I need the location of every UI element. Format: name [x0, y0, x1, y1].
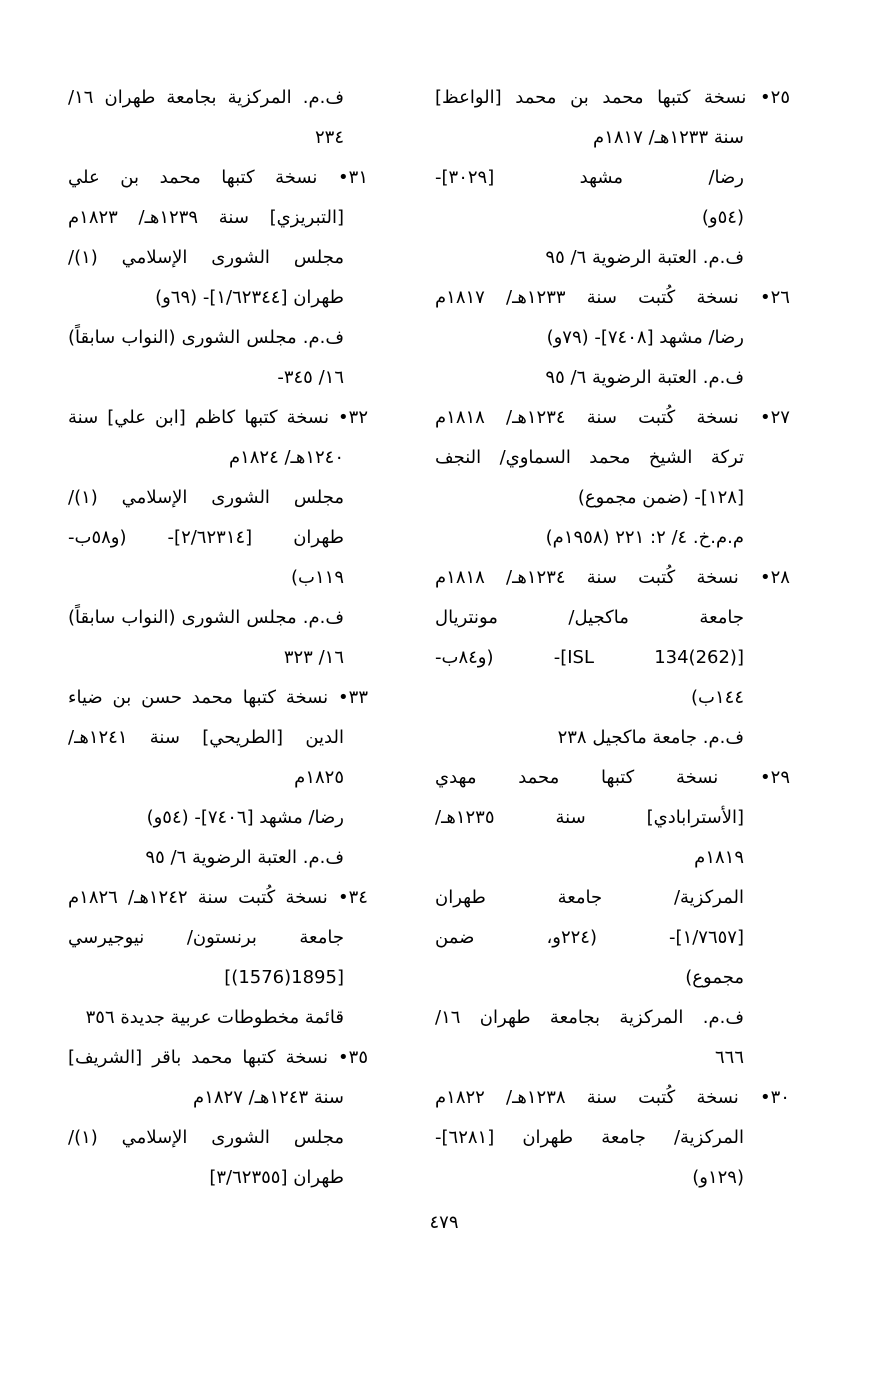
text-line: ١١٩ب) [291, 567, 344, 588]
text-line: ٦٦٦ [714, 1047, 744, 1068]
text-line: ٢٩• نسخة كتبها محمد مهدي [435, 767, 790, 788]
text-line: (١٢٩و) [692, 1167, 744, 1188]
text-line: [١٢٨]- (ضمن مجموع) [577, 487, 744, 508]
text-line: ٣٥• نسخة كتبها محمد باقر [الشريف] [68, 1047, 368, 1068]
text-line: ٣١• نسخة كتبها محمد بن علي [68, 167, 368, 188]
text-line: مجلس الشورى الإسلامي (١)/ [68, 247, 344, 268]
text-line: الدين [الطريحي] سنة ١٢٤١هـ/ [68, 727, 344, 748]
text-line: م.م.خ. ٤/ ٢: ٢٢١ (١٩٥٨م) [545, 527, 744, 548]
text-line: سنة ١٢٣٣هـ/ ١٨١٧م [593, 127, 744, 148]
text-line: رضا/ مشهد [٣٠٢٩]- [435, 167, 744, 188]
text-line: ٢٦• نسخة كُتبت سنة ١٢٣٣هـ/ ١٨١٧م [435, 287, 790, 308]
text-line: ٢٣٤ [314, 127, 344, 148]
text-line: ٣٢• نسخة كتبها كاظم [ابن علي] سنة [68, 407, 368, 428]
text-line: مجلس الشورى الإسلامي (١)/ [68, 487, 344, 508]
text-line: طهران [١/٦٢٣٤٤]- (٦٩و) [155, 287, 344, 308]
text-line: ٣٠• نسخة كُتبت سنة ١٢٣٨هـ/ ١٨٢٢م [435, 1087, 790, 1108]
text-line: المركزية/ جامعة طهران [435, 887, 744, 908]
text-line: [الأسترابادي] سنة ١٢٣٥هـ/ [435, 807, 744, 828]
text-line: مجلس الشورى الإسلامي (١)/ [68, 1127, 344, 1148]
text-line: سنة ١٢٤٣هـ/ ١٨٢٧م [193, 1087, 344, 1108]
text-line: ١٦/ ٣٤٥- [277, 367, 344, 388]
right-column [435, 78, 790, 1198]
text-line: ٢٧• نسخة كُتبت سنة ١٢٣٤هـ/ ١٨١٨م [435, 407, 790, 428]
text-line: (٥٤و) [701, 207, 744, 228]
text-line: [ISL 134(262)]- (و٨٤ب- [435, 647, 744, 668]
text-line: جامعة برنستون/ نيوجيرسي [68, 927, 344, 948]
text-line: [1895(1576)] [224, 967, 344, 988]
text-line: ف.م. جامعة ماكجيل ٢٣٨ [557, 727, 744, 748]
text-line: ٢٥• نسخة كتبها محمد بن محمد [الواعظ] [435, 87, 790, 108]
text-line: ف.م. المركزية بجامعة طهران ١٦/ [68, 87, 344, 108]
text-line: المركزية/ جامعة طهران [٦٢٨١]- [435, 1127, 744, 1148]
text-line: [التبريزي] سنة ١٢٣٩هـ/ ١٨٢٣م [68, 207, 344, 228]
text-line: ف.م. مجلس الشورى (النواب سابقاً) [68, 327, 344, 348]
page-number: ٤٧٩ [429, 1212, 459, 1233]
text-line: مجموع) [685, 967, 744, 988]
text-line: ٣٤• نسخة كُتبت سنة ١٢٤٢هـ/ ١٨٢٦م [68, 887, 368, 908]
text-line: ف.م. المركزية بجامعة طهران ١٦/ [435, 1007, 744, 1028]
left-column [68, 78, 368, 1198]
text-line: ١٨٢٥م [294, 767, 344, 788]
text-line: طهران [٣/٦٢٣٥٥] [209, 1167, 344, 1188]
text-line: ١٨١٩م [694, 847, 744, 868]
text-line: تركة الشيخ محمد السماوي/ النجف [435, 447, 744, 468]
text-line: ف.م. العتبة الرضوية ٦/ ٩٥ [145, 847, 344, 868]
text-line: طهران [٢/٦٢٣١٤]- (و٥٨ب- [68, 527, 344, 548]
text-line: ف.م. مجلس الشورى (النواب سابقاً) [68, 607, 344, 628]
text-line: ١٦/ ٣٢٣ [283, 647, 344, 668]
text-line: ف.م. العتبة الرضوية ٦/ ٩٥ [545, 247, 744, 268]
text-line: ٣٣• نسخة كتبها محمد حسن بن ضياء [68, 687, 368, 708]
text-line: ١٤٤ب) [691, 687, 744, 708]
text-line: قائمة مخطوطات عربية جديدة ٣٥٦ [85, 1007, 344, 1028]
text-line: ٢٨• نسخة كُتبت سنة ١٢٣٤هـ/ ١٨١٨م [435, 567, 790, 588]
text-line: ف.م. العتبة الرضوية ٦/ ٩٥ [545, 367, 744, 388]
text-line: [١/٧٦٥٧]- (٢٢٤و، ضمن [435, 927, 744, 948]
text-line: رضا/ مشهد [٧٤٠٨]- (٧٩و) [546, 327, 744, 348]
text-line: رضا/ مشهد [٧٤٠٦]- (٥٤و) [146, 807, 344, 828]
text-line: جامعة ماكجيل/ مونتريال [435, 607, 744, 628]
text-line: ١٢٤٠هـ/ ١٨٢٤م [228, 447, 344, 468]
